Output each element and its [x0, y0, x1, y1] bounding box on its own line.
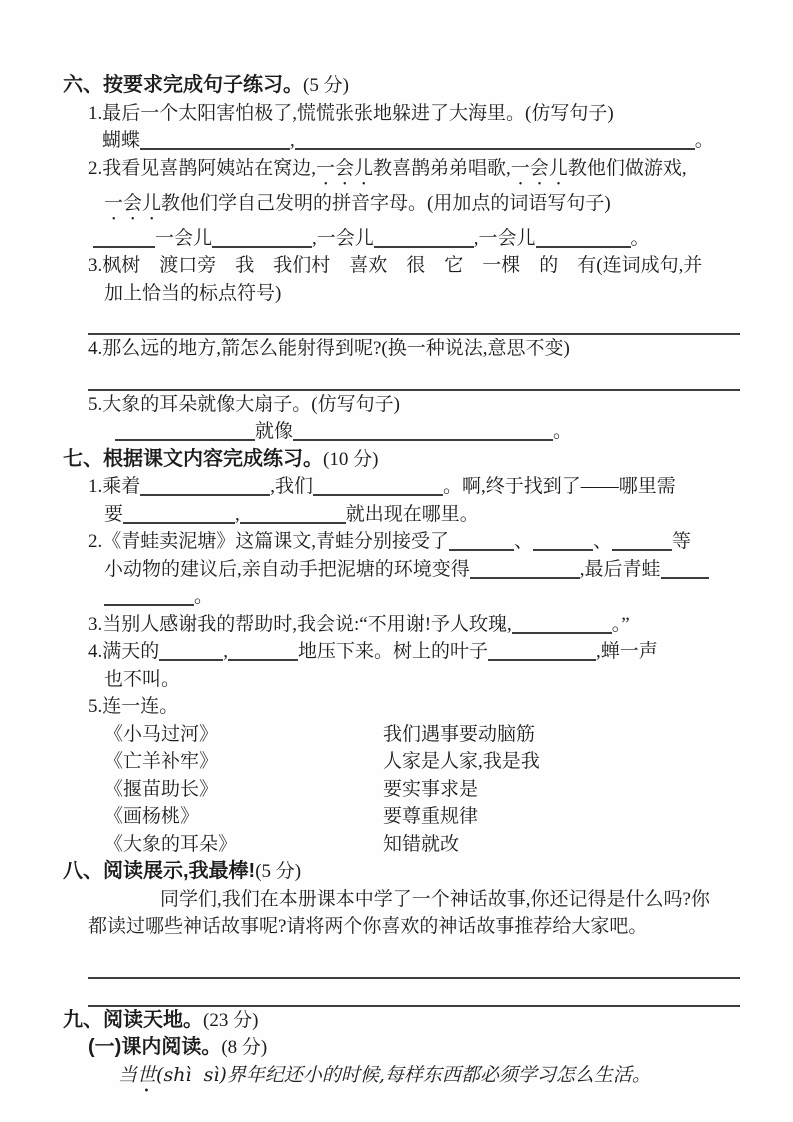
- question-text: 要: [104, 503, 124, 525]
- answer-blank: [240, 503, 346, 524]
- match-left-title: 《揠苗助长》: [104, 778, 219, 800]
- answer-blank: [313, 475, 443, 496]
- match-row: [104, 803, 745, 831]
- question-text: 教他们学自己发明的拼音字母。(用加点的词语写句子): [161, 192, 611, 214]
- s6-question-2-line-1: [63, 155, 745, 190]
- answer-blank: [115, 420, 255, 441]
- punctuation: 。: [553, 421, 573, 442]
- answer-blank: [374, 227, 474, 248]
- s7-question-4-line-2: [63, 666, 745, 694]
- answer-blank: [104, 585, 194, 606]
- answer-blank: [470, 558, 580, 579]
- answer-blank: [159, 640, 223, 661]
- section-8-score: (5 分): [255, 861, 302, 882]
- answer-blank: [295, 129, 695, 150]
- question-text: 3.枫树 渡口旁 我 我们村 喜欢 很 它 一棵 的 有(连词成句,并: [88, 255, 703, 276]
- s6-question-1: [63, 100, 745, 128]
- punctuation: 、: [514, 531, 534, 552]
- punctuation: ,: [223, 641, 229, 662]
- question-text: 教喜鹊弟弟唱歌,: [373, 157, 511, 179]
- match-row: [104, 776, 745, 804]
- s6-question-3-line-1: [63, 252, 745, 280]
- section-6-score: (5 分): [303, 75, 349, 96]
- question-text: 5.连一连。: [88, 696, 179, 717]
- answer-word: 一会儿: [155, 227, 213, 249]
- question-text: ,蝉一声: [596, 641, 658, 662]
- s7-question-3: [63, 611, 745, 639]
- match-right-moral: 要尊重规律: [383, 806, 479, 827]
- punctuation: 。: [630, 227, 650, 249]
- match-left-title: 《画杨桃》: [104, 806, 200, 827]
- answer-blank: [93, 227, 155, 248]
- question-text: 。”: [611, 613, 630, 635]
- answer-blank: [228, 640, 298, 661]
- match-right-moral: 我们遇事要动脑筋: [383, 723, 536, 745]
- dotted-character: 世: [137, 1063, 157, 1086]
- section-9-heading: [63, 1007, 745, 1035]
- s7-question-5: [63, 693, 745, 721]
- punctuation: 。: [194, 586, 214, 607]
- punctuation: ,: [290, 130, 295, 151]
- section-9-score: (23 分): [203, 1009, 259, 1031]
- answer-blank: [612, 530, 672, 551]
- answer-blank: [293, 420, 553, 441]
- s9-subsection-heading: [88, 1034, 745, 1062]
- match-row: [104, 721, 745, 749]
- section-8-heading: [63, 858, 745, 886]
- question-text: 等: [672, 531, 692, 552]
- answer-blank: [123, 503, 235, 524]
- passage-text: (shì sì)界年纪还小的时候,每样东西都必须学习怎么生活。: [156, 1063, 651, 1086]
- question-text: 4.那么远的地方,箭怎么能射得到呢?(换一种说法,意思不变): [88, 338, 570, 359]
- s6-question-2-line-2: [63, 190, 745, 225]
- question-text: ,我们: [270, 476, 314, 497]
- s8-paragraph-line-1: [88, 886, 745, 914]
- section-8-title: 八、阅读展示,我最棒!: [63, 860, 256, 882]
- answer-word: ,一会儿: [473, 227, 536, 249]
- section-7-title: 七、根据课文内容完成练习。: [63, 447, 323, 470]
- dotted-word: 一会儿: [510, 157, 568, 179]
- question-text: 1.最后一个太阳害怕极了,慌慌张张地躲进了大海里。(仿写句子): [88, 102, 614, 124]
- punctuation: 。: [694, 130, 714, 151]
- s7-question-2-line-3: [63, 583, 745, 611]
- subsection-score: (8 分): [221, 1037, 268, 1058]
- answer-blank: [140, 475, 270, 496]
- answer-line: [88, 979, 740, 1007]
- question-text: 小动物的建议后,亲自动手把泥塘的环境变得: [104, 558, 470, 580]
- match-right-moral: 要实事求是: [383, 778, 479, 800]
- dotted-word: 一会儿: [104, 192, 162, 214]
- s6-question-3-line-2: [63, 280, 745, 308]
- punctuation: 、: [593, 531, 613, 552]
- match-left-title: 《大象的耳朵》: [104, 833, 238, 855]
- match-row: [104, 748, 745, 776]
- dotted-word: 一会儿: [316, 157, 374, 179]
- answer-blank: [661, 558, 709, 579]
- s6-question-4: [63, 335, 745, 363]
- section-9-title: 九、阅读天地。: [63, 1008, 203, 1031]
- paragraph-text: 同学们,我们在本册课本中学了一个神话故事,你还记得是什么吗?你: [160, 888, 710, 910]
- s7-question-4-line-1: [63, 638, 745, 666]
- answer-line: [88, 363, 740, 391]
- answer-blank: [212, 227, 312, 248]
- question-text: 4.满天的: [88, 641, 160, 662]
- match-right-moral: 人家是人家,我是我: [383, 751, 540, 772]
- s6-q5-answer-row: [115, 418, 745, 446]
- answer-blank: [533, 530, 593, 551]
- s7-question-2-line-2: [63, 556, 745, 584]
- question-text: 2.我看见喜鹊阿姨站在窝边,: [88, 157, 317, 179]
- s7-question-1-line-2: [63, 501, 745, 529]
- match-right-moral: 知错就改: [383, 833, 460, 855]
- s7-question-1-line-1: [63, 473, 745, 501]
- answer-blank: [512, 613, 612, 634]
- answer-word: 就像: [255, 421, 294, 442]
- section-7-score: (10 分): [323, 448, 379, 470]
- s6-question-5: [63, 391, 745, 419]
- question-text: 。啊,终于找到了——哪里需: [443, 476, 676, 497]
- question-text: 地压下来。树上的叶子: [298, 641, 489, 662]
- question-text: ,最后青蛙: [579, 558, 661, 580]
- subsection-title: (一)课内阅读。: [88, 1036, 222, 1058]
- question-text: 2.《青蛙卖泥塘》这篇课文,青蛙分别接受了: [88, 531, 450, 552]
- answer-word: ,一会儿: [312, 227, 374, 249]
- question-text: 3.当别人感谢我的帮助时,我会说:“不用谢!予人玫瑰,: [88, 613, 512, 635]
- section-7-heading: [63, 446, 745, 474]
- paragraph-text: 都读过哪些神话故事呢?请将两个你喜欢的神话故事推荐给大家吧。: [88, 916, 648, 937]
- question-text: 5.大象的耳朵就像大扇子。(仿写句子): [88, 393, 400, 415]
- question-text: 教他们做游戏,: [567, 157, 687, 179]
- question-text: 加上恰当的标点符号): [104, 282, 282, 304]
- s6-q1-answer-row: [102, 127, 745, 155]
- s6-q2-answer-row: [93, 225, 745, 253]
- match-left-title: 《小马过河》: [104, 723, 219, 745]
- question-text: 1.乘着: [88, 476, 141, 497]
- question-text: 也不叫。: [104, 668, 181, 690]
- answer-line: [88, 951, 740, 979]
- answer-blank: [488, 640, 596, 661]
- reading-passage: [118, 1062, 745, 1097]
- answer-blank: [449, 530, 514, 551]
- section-6-title: 六、按要求完成句子练习。: [63, 74, 303, 96]
- question-text: 就出现在哪里。: [345, 503, 479, 525]
- passage-text: 当: [118, 1063, 138, 1086]
- match-row: [104, 831, 745, 859]
- answer-prefix: 蝴蝶: [102, 130, 141, 151]
- answer-blank: [536, 227, 631, 248]
- answer-blank: [140, 129, 290, 150]
- section-6-heading: [63, 72, 745, 100]
- s8-paragraph-line-2: [88, 913, 745, 941]
- answer-line: [88, 307, 740, 335]
- match-left-title: 《亡羊补牢》: [104, 751, 219, 772]
- s7-question-2-line-1: [63, 528, 745, 556]
- punctuation: ,: [235, 503, 240, 525]
